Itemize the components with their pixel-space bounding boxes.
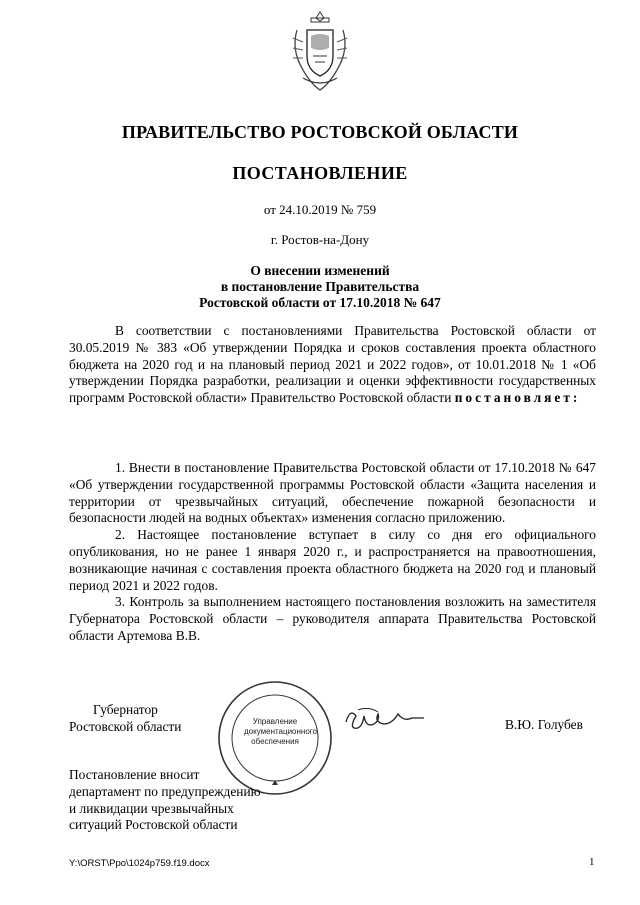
note-line: и ликвидации чрезвычайных: [69, 800, 234, 816]
stamp-line: обеспечения: [251, 737, 299, 746]
submitter-note: [69, 767, 261, 834]
date-and-number: от 24.10.2019 № 759: [263, 202, 377, 217]
note-line: департамент по предупреждению: [69, 783, 261, 799]
subject-line: Ростовской области от 17.10.2018 № 647: [199, 295, 441, 310]
government-name: ПРАВИТЕЛЬСТВО РОСТОВСКОЙ ОБЛАСТИ: [121, 122, 519, 142]
document-subject: [0, 263, 640, 311]
handwritten-signature: [340, 700, 430, 740]
city: г. Ростов-на-Дону: [270, 232, 370, 247]
preamble-text: В соответствии с постановлениями Правительства Ростовской области от 30.05.2019 № 383 «Об утверждении Порядка и сроков составления проекта областного бюджета на 2020 год и на плановый период 2021 и 2022 годов», от 10.01.2018 № 1 «Об утверждении Порядка разработки, реализации и оценки эффективности государственных программ Ростовской области» Правительство Ростовской области: [69, 323, 596, 406]
decree-item-3: 3. Контроль за выполнением настоящего постановления возложить на заместителя Губернатора Ростовской области – руководителя аппарата Правительства Ростовской области Артемова В.В.: [69, 594, 596, 643]
footer-file-path: Y:\ORST\Ppo\1024p759.f19.docx: [69, 858, 210, 869]
decree-item-1: 1. Внести в постановление Правительства Ростовской области от 17.10.2018 № 647 «Об утверждении государственной программы Ростовской области «Защита населения и территории от чрезвычайных ситуаций, обеспечение пожарной безопасности и безопасности людей на водных объектах» изменения согласно приложению.: [69, 460, 596, 526]
note-line: Постановление вносит: [69, 767, 200, 782]
subject-line: в постановление Правительства: [220, 279, 420, 294]
stamp-line: документационного: [244, 727, 317, 736]
document-type: ПОСТАНОВЛЕНИЕ: [232, 163, 408, 183]
signatory-title-line: Губернатор: [93, 702, 158, 717]
stamp-line: Управление: [252, 717, 298, 726]
note-line: ситуаций Ростовской области: [69, 817, 238, 833]
rostov-oblast-coat-of-arms-icon: [289, 8, 351, 94]
decree-items: [69, 460, 596, 645]
preamble-paragraph: [69, 323, 596, 407]
page-number: 1: [589, 856, 595, 868]
stamp-inner-text: [244, 717, 317, 747]
decree-item-2: 2. Настоящее постановление вступает в силу со дня его официального опубликования, но не ранее 1 января 2020 г., и распространяется на правоотношения, возникающие начиная с составления проекта областного бюджета на 2020 год и плановый период 2021 и 2022 годов.: [69, 527, 596, 593]
signatory-title: [69, 701, 181, 735]
signatory-title-line: Ростовской области: [69, 719, 182, 734]
subject-line: О внесении изменений: [250, 263, 390, 278]
signatory-name: В.Ю. Голубев: [505, 717, 583, 732]
decree-word: постановляет:: [454, 390, 581, 406]
